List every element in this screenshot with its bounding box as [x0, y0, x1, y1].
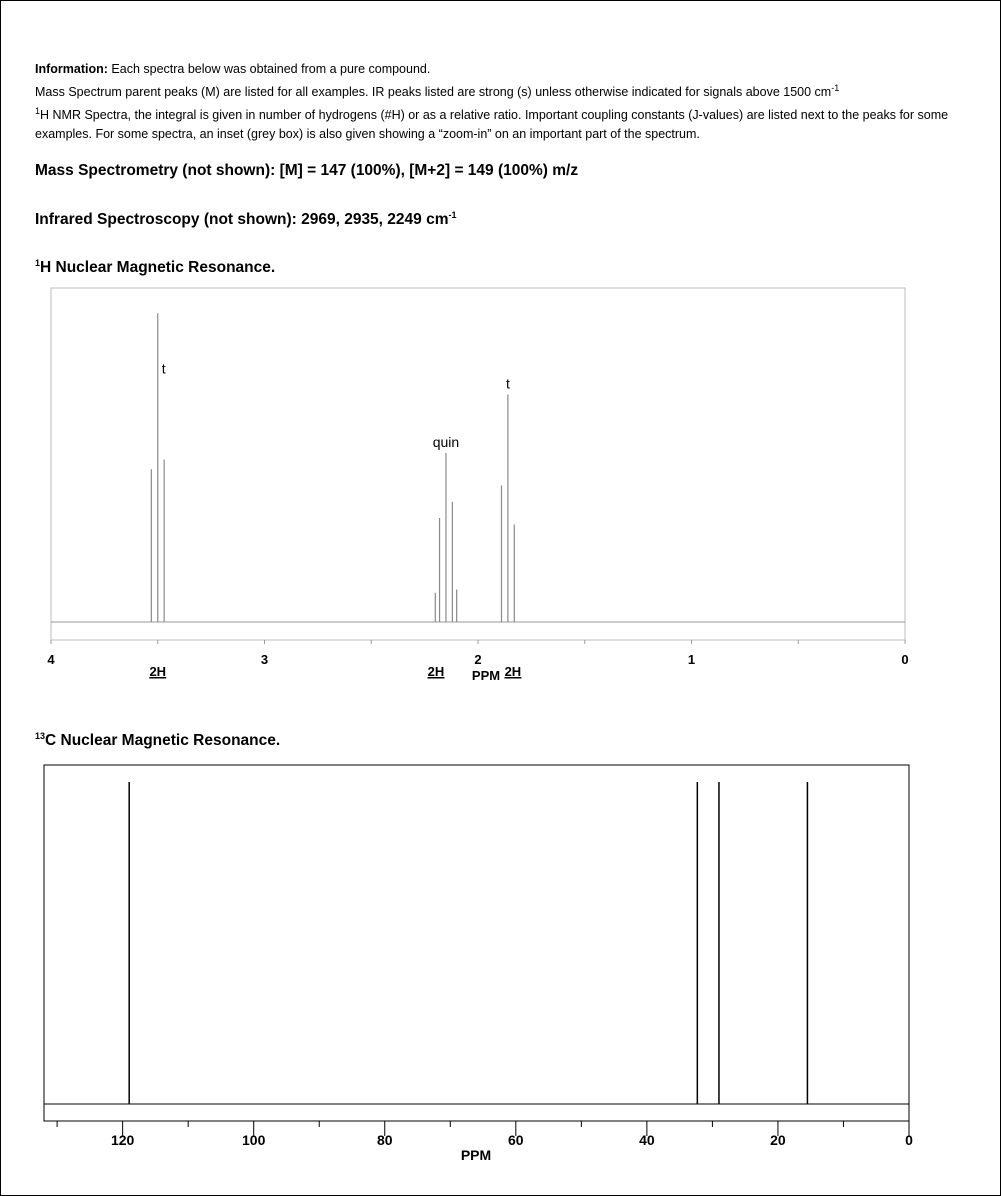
info-label: Information:	[35, 62, 108, 76]
c-nmr-tick-label: 0	[905, 1132, 913, 1148]
h-nmr-integral-label: 2H	[149, 664, 167, 679]
info-text-2-sup: -1	[831, 83, 840, 93]
ir-sup: -1	[448, 210, 457, 220]
h-nmr-chart	[0, 280, 1001, 700]
c-nmr-xlabel: PPM	[460, 1147, 492, 1163]
c-nmr-tick-label: 100	[242, 1132, 266, 1148]
c-nmr-chart	[0, 760, 1001, 1180]
h-nmr-integral-label: 2H	[504, 664, 522, 679]
h-nmr-multiplicity-label: quin	[432, 434, 460, 450]
c-nmr-tick-label: 120	[110, 1132, 135, 1148]
info-text-3-sup: 1	[35, 106, 41, 117]
info-text-3: H NMR Spectra, the integral is given in number of hydrogens (#H) or as a relative ratio. Important coupling constants (J-values) are listed next to the peaks for some examples. For some spectra, an inset (grey box) is also given showing a “zoom-in” on an important part of the spectrum.	[35, 108, 949, 142]
h-nmr-title	[35, 258, 275, 277]
info-line-3	[35, 102, 950, 144]
c-nmr-tick-label: 20	[770, 1132, 786, 1148]
h-nmr-title-sup: 1	[35, 258, 41, 268]
info-line-1	[35, 60, 950, 79]
h-nmr-tick-label: 0	[901, 652, 909, 667]
c-nmr-tick-label: 80	[376, 1132, 393, 1148]
h-nmr-multiplicity-label: t	[161, 360, 166, 377]
c-nmr-title	[35, 731, 280, 750]
ir-text: Infrared Spectroscopy (not shown): 2969, 2935, 2249 cm	[35, 211, 449, 229]
h-nmr-integral-label: 2H	[427, 664, 445, 679]
info-line-2	[35, 79, 950, 102]
mass-spec-line: Mass Spectrometry (not shown): [M] = 147 (100%), [M+2] = 149 (100%) m/z	[35, 162, 579, 179]
h-nmr-tick-label: 4	[47, 652, 55, 667]
c-nmr-title-text: C Nuclear Magnetic Resonance.	[45, 732, 281, 750]
c-nmr-tick-label: 60	[508, 1132, 524, 1148]
info-text-2: Mass Spectrum parent peaks (M) are listed for all examples. IR peaks listed are strong (s) unless otherwise indicated for signals above 1500 cm	[35, 85, 832, 100]
ir-line	[35, 210, 457, 229]
info-text-1: Each spectra below was obtained from a pure compound.	[111, 62, 431, 76]
h-nmr-tick-label: 3	[260, 652, 269, 667]
h-nmr-multiplicity-label: t	[505, 375, 510, 392]
h-nmr-tick-label: 1	[687, 652, 696, 667]
c-nmr-tick-label: 40	[639, 1132, 655, 1148]
c-nmr-plot-border	[44, 765, 909, 1121]
h-nmr-xlabel: PPM	[471, 668, 501, 683]
h-nmr-plot-border	[51, 288, 905, 640]
h-nmr-title-text: H Nuclear Magnetic Resonance.	[40, 259, 276, 277]
h-nmr-tick-label: 2	[474, 652, 482, 667]
information-block	[35, 60, 950, 144]
c-nmr-title-sup: 13	[35, 731, 46, 741]
